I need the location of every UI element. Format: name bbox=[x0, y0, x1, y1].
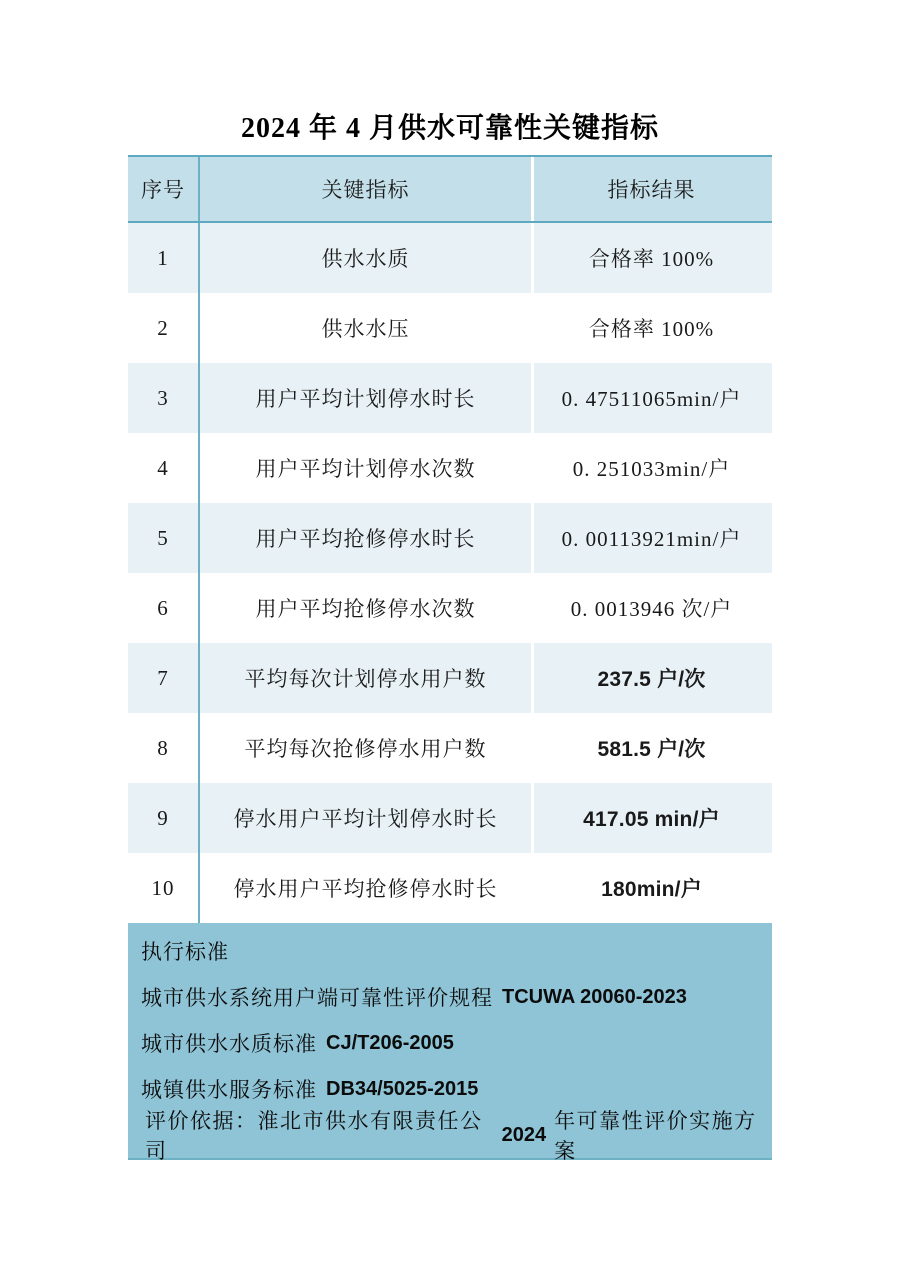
result-cell: 0. 47511065min/户 bbox=[561, 387, 742, 411]
result-cell: 581.5 户/次 bbox=[597, 738, 706, 761]
standards-footer bbox=[128, 923, 772, 1163]
table-row bbox=[128, 573, 772, 643]
table-row bbox=[128, 503, 772, 573]
execution-standard-label bbox=[128, 928, 772, 974]
standard-code: DB34/5025-2015 bbox=[326, 1077, 479, 1100]
standard-code: TCUWA 20060-2023 bbox=[502, 985, 687, 1008]
indicator-cell: 供水水质 bbox=[200, 223, 534, 293]
table-row bbox=[128, 223, 772, 293]
evaluation-basis-line bbox=[128, 1109, 772, 1163]
page-title: 2024 年 4 月供水可靠性关键指标 bbox=[240, 113, 659, 144]
header-cell-number: 序号 bbox=[128, 157, 200, 221]
table-row bbox=[128, 293, 772, 363]
row-number-cell: 7 bbox=[128, 643, 200, 713]
indicator-cell: 用户平均计划停水次数 bbox=[200, 433, 534, 503]
standard-text: 城镇供水服务标准 bbox=[141, 1078, 317, 1102]
result-cell: 0. 0013946 次/户 bbox=[570, 597, 733, 621]
row-number-cell: 2 bbox=[128, 293, 200, 363]
standard-line bbox=[128, 974, 772, 1020]
row-number-cell: 9 bbox=[128, 783, 200, 853]
result-cell: 180min/户 bbox=[601, 878, 702, 901]
indicators-table bbox=[128, 155, 772, 923]
result-cell: 合格率 100% bbox=[588, 247, 715, 271]
row-number-cell: 8 bbox=[128, 713, 200, 783]
row-number-cell: 10 bbox=[128, 853, 200, 923]
row-number-cell: 1 bbox=[128, 223, 200, 293]
row-number-cell: 5 bbox=[128, 503, 200, 573]
result-cell: 0. 00113921min/户 bbox=[561, 527, 742, 551]
indicator-cell: 停水用户平均计划停水时长 bbox=[200, 783, 534, 853]
header-cell-indicator: 关键指标 bbox=[200, 157, 534, 221]
standard-line bbox=[128, 1020, 772, 1066]
indicator-cell: 用户平均计划停水时长 bbox=[200, 363, 534, 433]
result-cell: 合格率 100% bbox=[588, 317, 715, 341]
basis-text: 评价依据：淮北市供水有限责任公司 bbox=[145, 1109, 483, 1163]
result-cell: 0. 251033min/户 bbox=[572, 457, 731, 481]
standard-text: 城市供水水质标准 bbox=[141, 1032, 317, 1056]
table-row bbox=[128, 713, 772, 783]
row-number-cell: 3 bbox=[128, 363, 200, 433]
row-number-cell: 6 bbox=[128, 573, 200, 643]
table-row bbox=[128, 643, 772, 713]
basis-year: 2024 bbox=[501, 1123, 547, 1146]
standard-text: 城市供水系统用户端可靠性评价规程 bbox=[141, 986, 493, 1010]
table-row bbox=[128, 783, 772, 853]
table-row bbox=[128, 433, 772, 503]
indicator-cell: 用户平均抢修停水时长 bbox=[200, 503, 534, 573]
table-header-row bbox=[128, 155, 772, 223]
table-row bbox=[128, 853, 772, 923]
indicator-cell: 供水水压 bbox=[200, 293, 534, 363]
standard-code: CJ/T206-2005 bbox=[326, 1031, 454, 1054]
header-cell-result: 指标结果 bbox=[607, 178, 696, 202]
standard-text: 执行标准 bbox=[141, 940, 229, 964]
result-cell: 237.5 户/次 bbox=[597, 668, 706, 691]
indicator-cell: 用户平均抢修停水次数 bbox=[200, 573, 534, 643]
result-cell: 417.05 min/户 bbox=[583, 808, 720, 831]
row-number-cell: 4 bbox=[128, 433, 200, 503]
basis-text-2: 年可靠性评价实施方案 bbox=[554, 1109, 757, 1163]
indicator-cell: 平均每次计划停水用户数 bbox=[200, 643, 534, 713]
indicator-cell: 平均每次抢修停水用户数 bbox=[200, 713, 534, 783]
indicator-cell: 停水用户平均抢修停水时长 bbox=[200, 853, 534, 923]
table-row bbox=[128, 363, 772, 433]
